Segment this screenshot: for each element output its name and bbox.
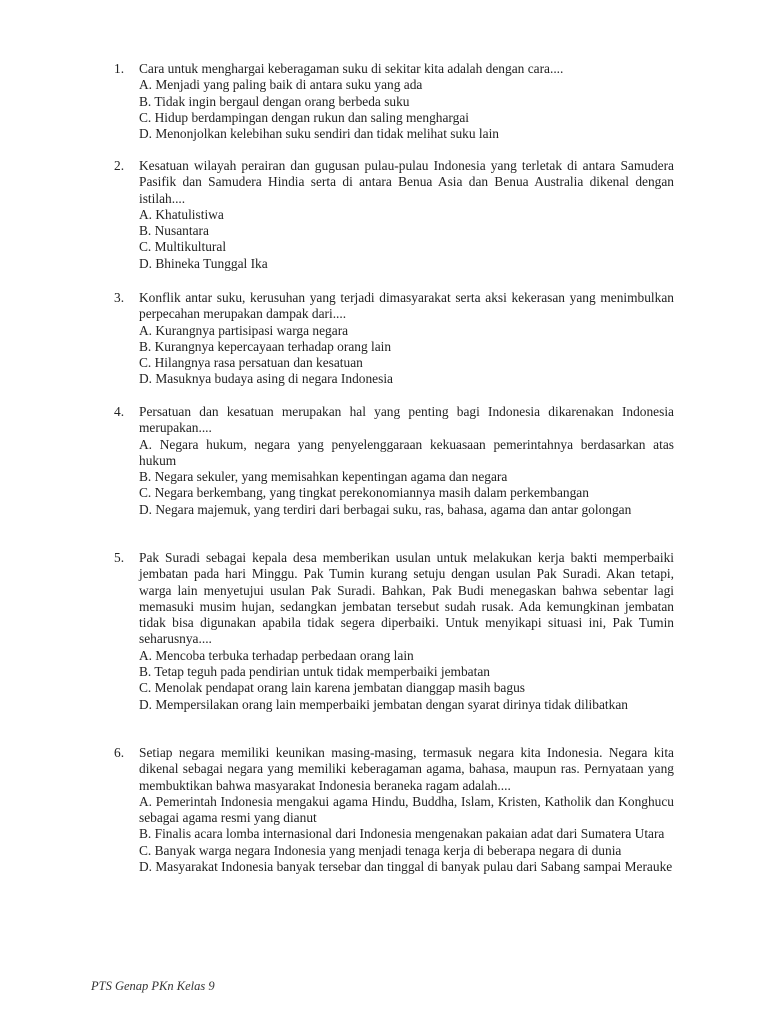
option-c: C. Banyak warga negara Indonesia yang menjadi tenaga kerja di beberapa negara di dunia (139, 842, 622, 858)
option-d: D. Masuknya budaya asing di negara Indonesia (139, 371, 393, 387)
option-a: A. Kurangnya partisipasi warga negara (139, 322, 349, 338)
option-d: D. Negara majemuk, yang terdiri dari berbagai suku, ras, bahasa, agama dan antar golongan (139, 501, 632, 517)
question-body (139, 158, 674, 272)
option-b: B. Tetap teguh pada pendirian untuk tidak memperbaiki jembatan (139, 664, 490, 680)
option-c: C. Negara berkembang, yang tingkat perekonomiannya masih dalam perkembangan (139, 485, 589, 501)
question-number: 6. (114, 745, 125, 760)
question-text: Persatuan dan kesatuan merupakan hal yang penting bagi Indonesia dikarenakan Indonesia merupakan.... (139, 404, 674, 436)
option-a: A. Menjadi yang paling baik di antara suku yang ada (139, 77, 423, 93)
option-a: A. Mencoba terbuka terhadap perbedaan orang lain (139, 647, 414, 663)
option-b: B. Nusantara (139, 223, 209, 239)
question-text: Cara untuk menghargai keberagaman suku di sekitar kita adalah dengan cara.... (139, 61, 564, 76)
option-d: D. Menonjolkan kelebihan suku sendiri dan tidak melihat suku lain (139, 126, 499, 142)
option-b: B. Kurangnya kepercayaan terhadap orang lain (139, 338, 392, 354)
option-c: C. Multikultural (139, 239, 227, 255)
question-number: 3. (114, 290, 125, 305)
question-text: Pak Suradi sebagai kepala desa memberikan usulan untuk melakukan kerja bakti memperbaiki jembatan pada hari Minggu. Pak Tumin kurang setuju dengan usulan Pak Suradi. Akan tetapi, warga lain menyetujui usulan Pak Suradi. Bahkan, Pak Budi menegaskan bahwa sebentar lagi memasuki musim hujan, sedangkan jembatan tersebut sudah rusak. Ada kemungkinan jembatan tidak bisa digunakan apabila tidak segera diperbaiki. Untuk menyikapi situasi ini, Pak Tumin seharusnya.... (139, 550, 674, 647)
option-a: A. Khatulistiwa (139, 206, 224, 222)
option-c: C. Hilangnya rasa persatuan dan kesatuan (139, 355, 363, 371)
question-text: Konflik antar suku, kerusuhan yang terjadi dimasyarakat serta aksi kekerasan yang menimbulkan perpecahan merupakan dampak dari.... (139, 290, 674, 322)
option-b: B. Tidak ingin bergaul dengan orang berbeda suku (139, 93, 410, 109)
question-body (139, 290, 674, 388)
option-d: D. Masyarakat Indonesia banyak tersebar dan tinggal di banyak pulau dari Sabang sampai Merauke (139, 859, 673, 875)
question-body (139, 745, 674, 875)
page-footer: PTS Genap PKn Kelas 9 (91, 979, 215, 993)
option-d: D. Mempersilakan orang lain memperbaiki jembatan dengan syarat dirinya tidak dilibatkan (139, 696, 628, 712)
option-b: B. Negara sekuler, yang memisahkan kepentingan agama dan negara (139, 469, 508, 485)
question-text: Kesatuan wilayah perairan dan gugusan pulau-pulau Indonesia yang terletak di antara Samudera Pasifik dan Samudera Hindia serta di antara Benua Asia dan Benua Australia dikenal dengan istilah.... (139, 158, 674, 206)
option-d: D. Bhineka Tunggal Ika (139, 255, 268, 271)
question-number: 2. (114, 158, 125, 173)
option-a: A. Pemerintah Indonesia mengakui agama Hindu, Buddha, Islam, Kristen, Katholik dan Konghucu sebagai agama resmi yang dianut (139, 793, 674, 826)
question-body (139, 550, 674, 713)
option-c: C. Hidup berdampingan dengan rukun dan saling menghargai (139, 109, 469, 125)
question-body (139, 404, 674, 518)
question-number: 5. (114, 550, 125, 565)
question-body (139, 61, 674, 142)
question-text: Setiap negara memiliki keunikan masing-masing, termasuk negara kita Indonesia. Negara kita dikenal sebagai negara yang memiliki keberagaman agama, bahasa, maupun ras. Pernyataan yang membuktikan bahwa masyarakat Indonesia beraneka ragam adalah.... (139, 745, 674, 793)
option-c: C. Menolak pendapat orang lain karena jembatan dianggap masih bagus (139, 680, 525, 696)
option-b: B. Finalis acara lomba internasional dari Indonesia mengenakan pakaian adat dari Sumatera Utara (139, 826, 665, 842)
question-number: 1. (114, 61, 125, 76)
question-number: 4. (114, 404, 125, 419)
option-a: A. Negara hukum, negara yang penyelenggaraan kekuasaan pemerintahnya berdasarkan atas hukum (139, 436, 674, 468)
